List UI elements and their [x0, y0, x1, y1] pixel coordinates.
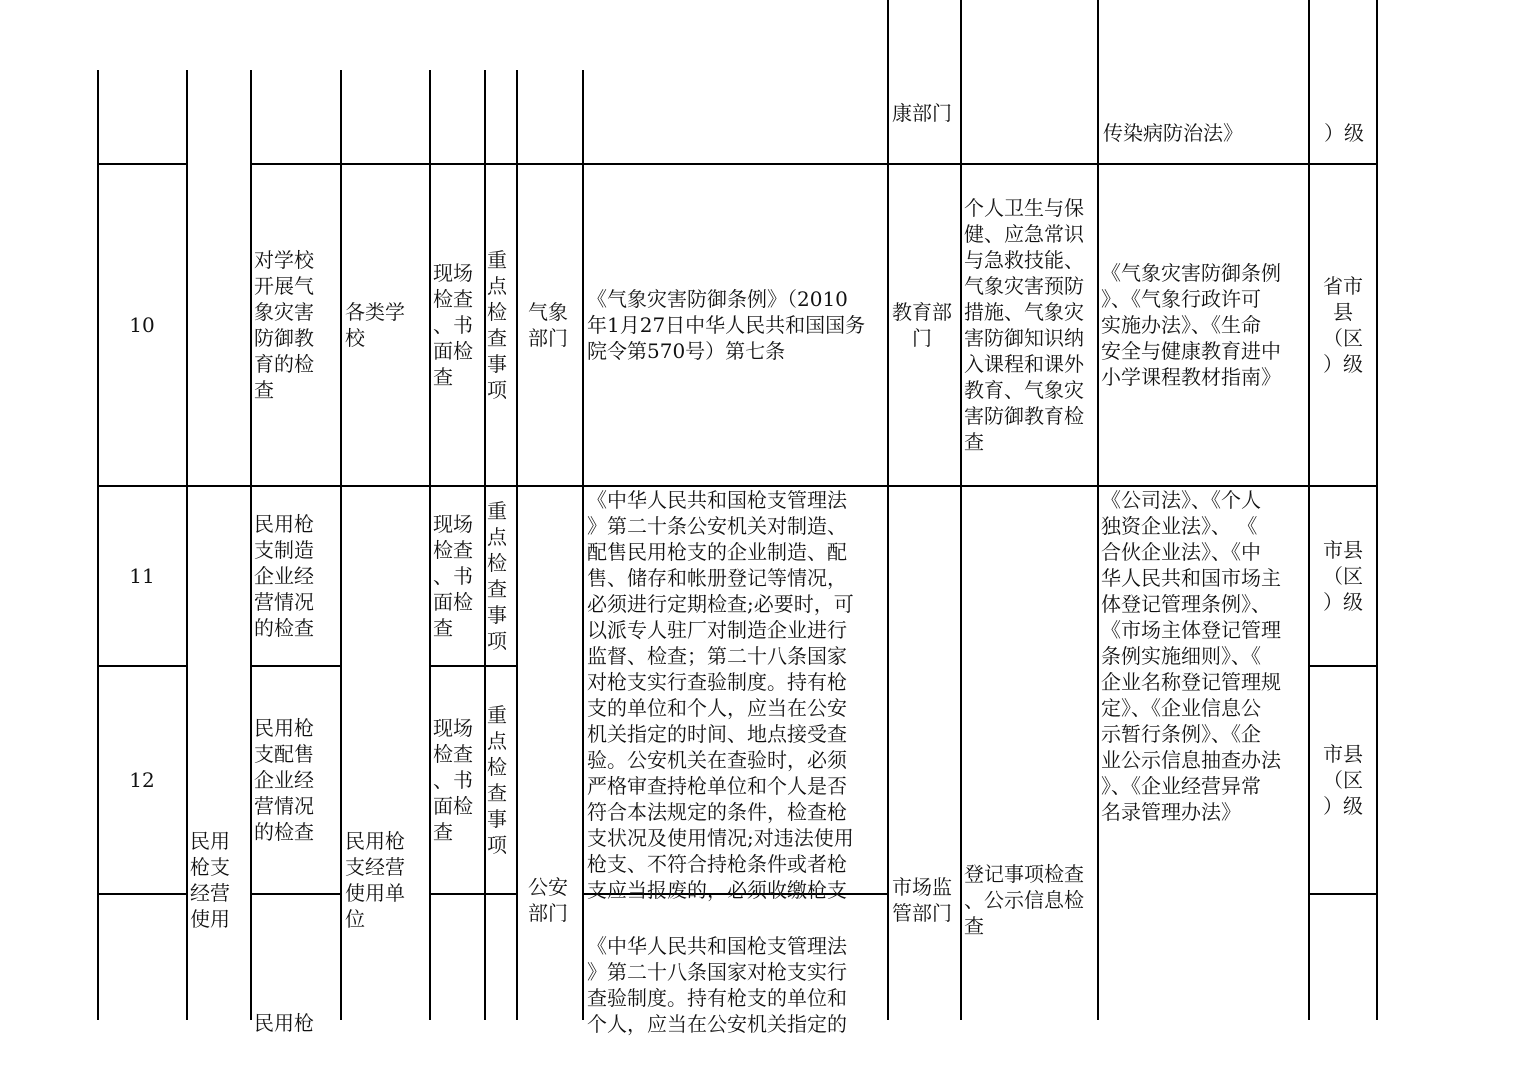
row12-method — [433, 667, 483, 892]
row10-joint-dept — [892, 165, 960, 484]
cell-text: 民用枪 — [254, 1011, 314, 1035]
cell-text: 《气象灾害防御条例 》、《气象行政许可 实施办法》、《生命 安全与健康教育进中 小学课程教材指南》 — [1101, 260, 1281, 389]
cell-text: 现场 检查 、书 面检 查 — [433, 715, 473, 844]
row11-level — [1310, 487, 1376, 664]
row10-joint-basis — [1101, 165, 1307, 484]
grid-line — [250, 893, 340, 895]
cell-text: 传染病防治法》 — [1103, 121, 1243, 145]
cell-text: 登记事项检查 、公示信息检 查 — [964, 862, 1084, 938]
cell-text: 民用枪 支经营 使用单 位 — [345, 829, 405, 931]
grid-line — [582, 70, 584, 1020]
cell-text: 市县 （区 ）级 — [1323, 537, 1363, 614]
cell-text: 教育部 门 — [892, 299, 952, 350]
cell-text: 重 点 检 查 事 项 — [487, 498, 507, 653]
grid-line — [484, 70, 486, 1020]
row10-category — [487, 165, 515, 484]
prev-row-dept-fragment — [892, 48, 958, 125]
cell-text: 《中华人民共和国枪支管理法 》第二十条公安机关对制造、 配售民用枪支的企业制造、配 售、储存和帐册登记等情况， 必须进行定期检查;必要时，可 以派专人驻厂对制造企业进行 监督、检查；第二十八条国家 对枪支实行查验制度。持有枪 支的单位和个人，应当在公安 机关指定的时间、地点接受查 验。公安机关在查验时，必须 严格审查持枪单位和个人是否 符合本法规定的条件，检查枪 支状况及使用情况;对违法使用 枪支、不符合持枪条件或者枪 支应当报废的，必须收缴枪支 — [587, 488, 854, 902]
cell-text: 市县 （区 ）级 — [1323, 741, 1363, 818]
row12-number — [99, 667, 185, 892]
cell-text: 市场监 管部门 — [892, 875, 952, 925]
row10-dept — [528, 165, 582, 484]
grid-line — [1376, 0, 1378, 1020]
row11-inspection-item — [254, 487, 338, 664]
cell-text: 现场 检查 、书 面检 查 — [433, 260, 473, 389]
prev-row-level-tail — [1313, 68, 1375, 145]
cell-text: 现场 检查 、书 面检 查 — [433, 511, 473, 640]
row10-number — [99, 165, 185, 484]
grid-line — [516, 70, 518, 1020]
cell-text: 个人卫生与保 健、应急常识 与急救技能、 气象灾害预防 措施、气象灾 害防御知识纳 入课程和课外 教育、气象灾 害防御教育检 查 — [964, 195, 1084, 454]
row11-number — [99, 487, 185, 664]
cell-text: 11 — [129, 563, 155, 588]
group-joint-basis — [1101, 487, 1307, 847]
grid-line — [429, 70, 431, 1020]
group-inspection-object — [345, 800, 429, 960]
row10-content — [964, 165, 1097, 484]
row10-method — [433, 165, 483, 484]
row10-legal-basis — [587, 165, 887, 484]
grid-line — [250, 70, 252, 1020]
row10-inspection-item — [254, 165, 338, 484]
cell-text: 《公司法》、《个人 独资企业法》、 《 合伙企业法》、《中 华人民共和国市场主 体登记管理条例》、 《市场主体登记管理 条例实施细则》、《 企业名称登记管理规 定》、《企业信息公 示暂行条例》、《企 业公示信息抽查办法 》、《企业经营异常 名录管理办法》 — [1101, 488, 1281, 824]
cell-text: 民用枪 支制造 企业经 营情况 的检查 — [254, 511, 314, 640]
cell-text: 《气象灾害防御条例》（2010 年1月27日中华人民共和国国务 院令第570号）第七条 — [587, 286, 866, 363]
grid-line — [887, 0, 889, 1020]
grid-line — [97, 893, 186, 895]
row12-level — [1310, 667, 1376, 892]
row10-inspection-object — [345, 165, 429, 484]
row13-inspection-item-fragment — [254, 1010, 338, 1035]
row10-level — [1310, 165, 1376, 484]
cell-text: 重 点 检 查 事 项 — [487, 247, 507, 402]
row13-legal-basis — [587, 933, 887, 1036]
cell-text: 民用 枪支 经营 使用 — [190, 829, 230, 931]
row11-category — [487, 487, 515, 664]
cell-text: 对学校 开展气 象灾害 防御教 育的检 查 — [254, 247, 314, 402]
cell-text: 《中华人民共和国枪支管理法 》第二十八条国家对枪支实行 查验制度。持有枪支的单位和 个人，应当在公安机关指定的 — [587, 934, 847, 1036]
cell-text: ）级 — [1324, 121, 1364, 145]
group-legal-basis — [587, 487, 887, 902]
group-joint-dept — [892, 860, 960, 940]
grid-line — [340, 70, 342, 1020]
cell-text: 公安 部门 — [528, 875, 568, 925]
cell-text: 12 — [129, 767, 155, 792]
prev-row-basis-tail — [1103, 68, 1307, 145]
group-field — [190, 800, 248, 960]
cell-text: 省市 县 （区 ）级 — [1323, 273, 1363, 376]
grid-line — [1097, 0, 1099, 1020]
cell-text: 气象 部门 — [528, 299, 568, 350]
cell-text: 民用枪 支配售 企业经 营情况 的检查 — [254, 715, 314, 844]
grid-line — [960, 0, 962, 1020]
row12-category — [487, 667, 515, 892]
grid-line — [1308, 893, 1377, 895]
cell-text: 重 点 检 查 事 项 — [487, 702, 507, 857]
grid-line — [429, 893, 517, 895]
row12-inspection-item — [254, 667, 338, 892]
group-dept — [528, 860, 582, 940]
cell-text: 康部门 — [892, 101, 952, 125]
cell-text: 10 — [129, 312, 155, 337]
row11-method — [433, 487, 483, 664]
grid-line — [186, 70, 188, 1020]
cell-text: 各类学 校 — [345, 299, 405, 350]
group-content — [964, 850, 1097, 950]
